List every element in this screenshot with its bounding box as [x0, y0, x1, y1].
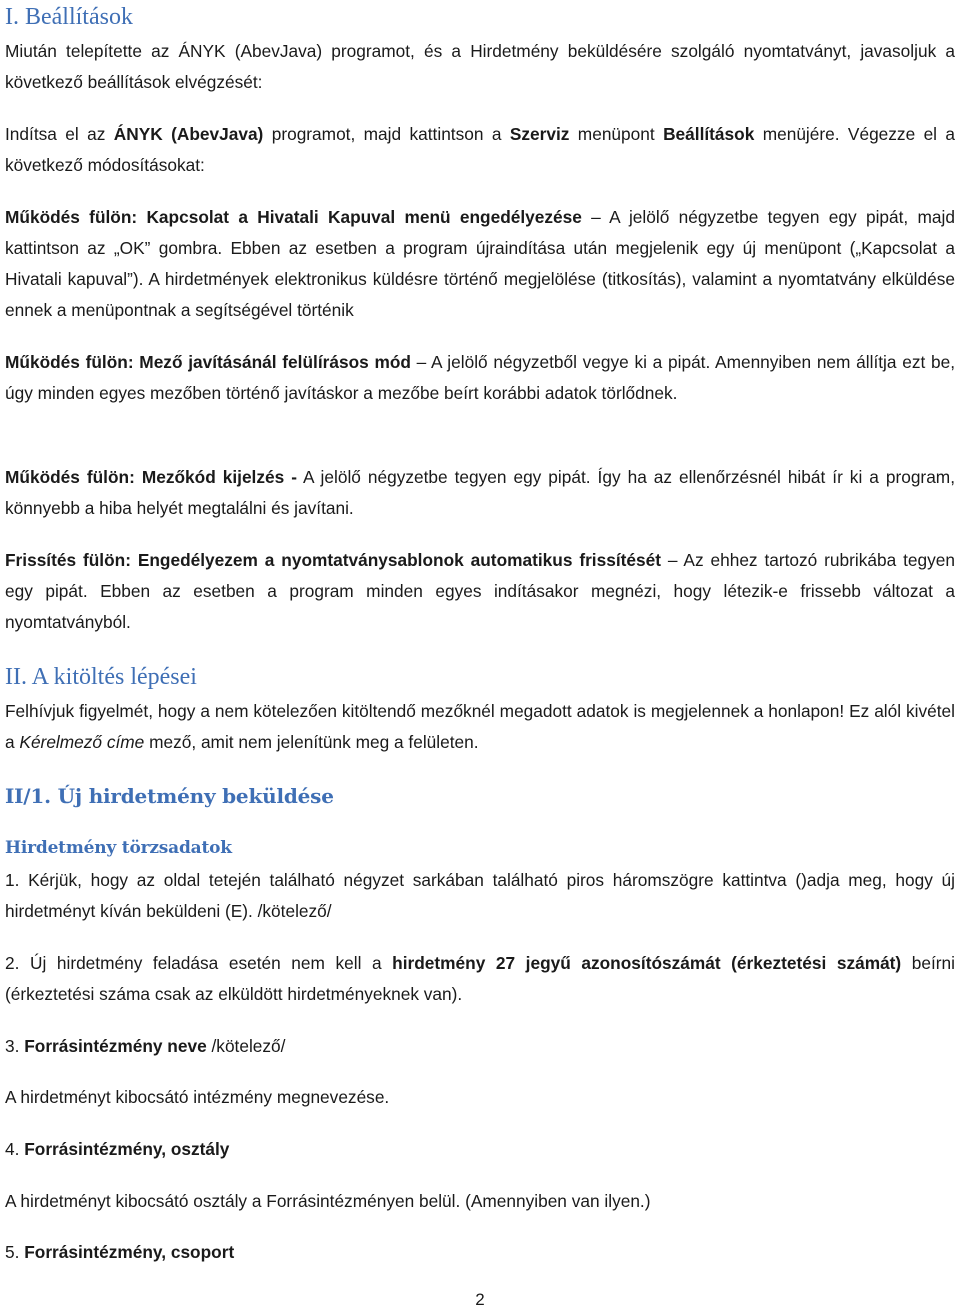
list-item-4-description: A hirdetményt kibocsátó osztály a Forrásintézményen belül. (Amennyiben van ilyen.)	[5, 1191, 651, 1211]
list-item-1: 1. Kérjük, hogy az oldal tetején található négyzet sarkában található piros háromszögre kattintva ()adja meg, hogy új hirdetményt kíván beküldeni (E). /kötelező/	[5, 870, 955, 921]
text-run: 3.	[5, 1036, 25, 1056]
text-run: Indítsa el az	[5, 124, 114, 144]
text-run: – A jelölő négyzetből vegye ki a pipát. Amennyiben nem állítja ezt be, úgy minden egyes mezőben történő javításkor a mezőbe beírt korábbi adatok törlődnek.	[5, 352, 955, 403]
hivatali-kapu-setting-paragraph	[5, 202, 955, 326]
text-run: programot, majd kattintson a	[263, 124, 510, 144]
italic-run: Kérelmező címe	[19, 732, 145, 752]
bold-run: Beállítások	[663, 124, 755, 144]
bold-run: Frissítés fülön: Engedélyezem a nyomtatványsablonok automatikus frissítését	[5, 550, 661, 570]
attention-paragraph	[5, 696, 955, 758]
text-run: mező, amit nem jelenítünk meg a felületen.	[144, 732, 479, 752]
bold-run: Működés fülön: Mezőkód kijelzés -	[5, 467, 297, 487]
bold-run: Működés fülön: Kapcsolat a Hivatali Kapuval menü engedélyezése	[5, 207, 582, 227]
list-item-5	[5, 1237, 955, 1268]
intro-paragraph: Miután telepítette az ÁNYK (AbevJava) programot, és a Hirdetmény beküldésére szolgáló nyomtatványt, javasoljuk a következő beállítások elvégzését:	[5, 41, 955, 92]
text-run: 2. Új hirdetmény feladása esetén nem kell a	[5, 953, 393, 973]
bold-run: Működés fülön: Mező javításánál felülírásos mód	[5, 352, 411, 372]
bold-run: ÁNYK (AbevJava)	[113, 124, 264, 144]
page-number: 2	[475, 1290, 485, 1309]
start-program-paragraph	[5, 119, 955, 181]
text-run: – Az ehhez tartozó rubrikába tegyen egy pipát. Ebben az esetben a program minden egyes indításakor megnézi, hogy létezik-e frissebb változat a nyomtatványból.	[5, 550, 956, 632]
text-run: – A jelölő négyzetbe tegyen egy pipát, majd kattintson az „OK” gombra. Ebben az esetben a program újraindítása után megjelenik egy új menüpont („Kapcsolat a Hivatali kapuval”). A hirdetmények elektronikus küldésre történő megjelölése (titkosítás), valamint a nyomtatvány elküldése ennek a menüpontnak a segítségével történik	[5, 207, 955, 320]
text-run: menüjére. Végezze el a következő módosításokat:	[5, 124, 956, 175]
subheading-master-data: Hirdetmény törzsadatok	[5, 838, 232, 858]
list-item-3	[5, 1031, 955, 1062]
section-heading-new-notice: II/1. Új hirdetmény beküldése	[5, 784, 334, 808]
text-run: 4.	[5, 1139, 25, 1159]
overwrite-mode-setting-paragraph	[5, 347, 955, 409]
text-run: Felhívjuk figyelmét, hogy a nem kötelezően kitöltendő mezőknél megadott adatok is megjelennek a honlapon! Ez alól kivétel a	[5, 701, 955, 752]
bold-run: Szerviz	[509, 124, 570, 144]
text-run: 5.	[5, 1242, 25, 1262]
bold-run: Forrásintézmény, osztály	[24, 1139, 230, 1159]
text-run: /kötelező/	[206, 1036, 286, 1056]
bold-run: hirdetmény 27 jegyű azonosítószámát (érkeztetési számát)	[392, 953, 902, 973]
document-page	[5, 0, 955, 1311]
text-run: A jelölő négyzetbe tegyen egy pipát. Így ha az ellenőrzésnél hibát ír ki a program, könnyebb a hiba helyét megtalálni és javítani.	[5, 467, 955, 518]
list-item-2	[5, 948, 955, 1010]
list-item-4	[5, 1134, 955, 1165]
section-heading-settings: I. Beállítások	[5, 4, 133, 30]
bold-run: Forrásintézmény neve	[24, 1036, 207, 1056]
auto-update-setting-paragraph	[5, 545, 955, 638]
bold-run: Forrásintézmény, csoport	[24, 1242, 235, 1262]
text-run: menüpont	[569, 124, 664, 144]
section-heading-filling-steps: II. A kitöltés lépései	[5, 664, 197, 690]
field-code-setting-paragraph	[5, 462, 955, 524]
text-run: beírni (érkeztetési száma csak az elküldött hirdetményeknek van).	[5, 953, 956, 1004]
list-item-3-description: A hirdetményt kibocsátó intézmény megnevezése.	[5, 1087, 390, 1107]
